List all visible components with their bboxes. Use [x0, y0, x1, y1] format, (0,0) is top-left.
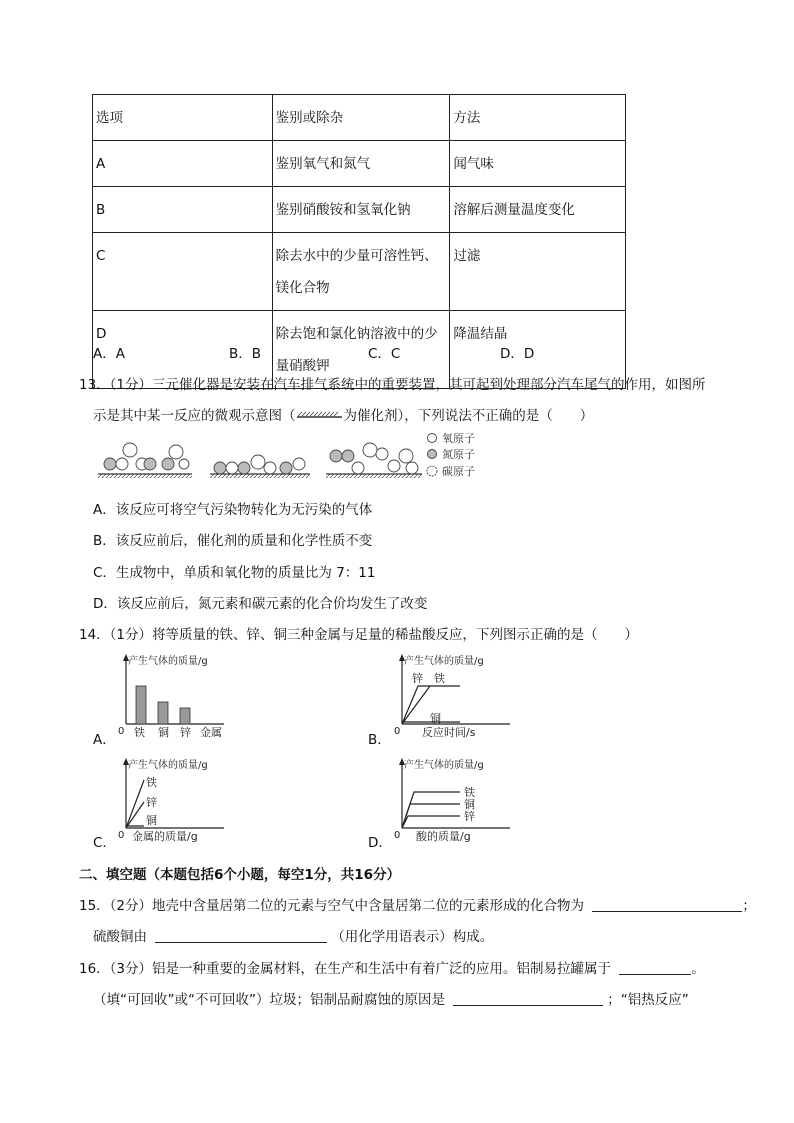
q12-choice-c: C．C [368, 346, 401, 362]
q16-text: 16．（3分）铝是一种重要的金属材料，在生产和生活中有着广泛的应用。铝制易拉罐属于 [79, 961, 612, 977]
graph-c [114, 756, 244, 846]
table-cell: 降温结晶 [450, 311, 626, 389]
graph-a [114, 652, 244, 742]
q13-option-d: D．该反应前后，氮元素和碳元素的化合价均发生了改变 [93, 596, 428, 612]
line-label: 锌 [464, 810, 475, 823]
q16-text: ；“铝热反应” [607, 992, 689, 1008]
answer-blank[interactable] [155, 928, 327, 943]
bar [136, 686, 146, 724]
q13-option-b: B．该反应前后，催化剂的质量和化学性质不变 [93, 533, 373, 549]
line-label: 铁 [434, 672, 445, 685]
table-cell: D [93, 311, 273, 389]
oxygen-atom-icon [116, 458, 128, 470]
bar [158, 702, 168, 724]
cell-line: 除去饱和氯化钠溶液中的少 [275, 326, 438, 342]
oxygen-atom-icon [388, 460, 400, 472]
catalyst-surface-3 [326, 474, 422, 478]
nitrogen-atom-icon [238, 462, 250, 474]
legend-carbon-icon [427, 466, 437, 476]
iron-line [402, 792, 460, 828]
q13-stem-part: 为催化剂），下列说法不正确的是（ ） [343, 408, 594, 424]
q12-choice-a: A．A [93, 346, 125, 362]
table-cell: A [93, 141, 273, 187]
q12-choice-b: B．B [229, 346, 262, 362]
section-title: 二、填空题（本题包括6个小题，每空1分，共16分） [79, 867, 401, 883]
q14-letter-d: D． [368, 835, 392, 851]
reaction-diagram [96, 428, 496, 480]
answer-blank[interactable] [592, 897, 742, 912]
oxygen-atom-icon [352, 462, 364, 474]
cell-line: 量硝酸钾 [275, 358, 330, 374]
oxygen-atom-icon [406, 462, 418, 474]
bar-label: 铁 [134, 726, 145, 739]
bar-group [136, 686, 190, 724]
q15-text: 硫酸铜由 [93, 929, 147, 945]
q16-text: 。 [691, 961, 705, 977]
q16-line1 [79, 957, 705, 977]
zinc-line [126, 802, 144, 828]
iron-line [126, 780, 144, 828]
legend-carbon-label: 碳原子 [442, 465, 475, 478]
graph-ylabel: 产生气体的质量/g [404, 760, 484, 771]
catalyst-surface-2 [210, 474, 310, 478]
bar [180, 708, 190, 724]
oxygen-atom-icon [264, 462, 276, 474]
nitrogen-atom-icon [144, 458, 156, 470]
line-label: 锌 [412, 672, 423, 685]
q15-line1 [79, 894, 756, 914]
graph-origin: 0 [118, 830, 125, 841]
oxygen-atom-icon [226, 462, 238, 474]
graph-ylabel: 产生气体的质量/g [404, 656, 484, 667]
q16-text: （填“可回收”或“不可回收”）垃圾；铝制品耐腐蚀的原因是 [93, 992, 445, 1008]
carbon-atom-icon [169, 445, 183, 459]
graph-origin: 0 [394, 830, 401, 841]
graph-xlabel: 酸的质量/g [416, 830, 471, 843]
line-label: 铜 [146, 814, 157, 827]
carbon-atom-icon [363, 443, 377, 457]
graph-b [390, 652, 530, 742]
bar-label: 锌 [180, 726, 191, 739]
q15-text: ； [742, 898, 756, 914]
legend-oxygen-label: 氧原子 [442, 432, 475, 445]
q13-stem-line2 [93, 404, 593, 424]
nitrogen-atom-icon [342, 450, 354, 462]
catalyst-surface-1 [98, 474, 192, 478]
q15-text: （用化学用语表示）构成。 [331, 929, 494, 945]
table-cell: 过滤 [450, 233, 626, 311]
answer-blank[interactable] [619, 960, 691, 975]
carbon-atom-icon [123, 443, 137, 457]
q14-stem: 14．（1分）将等质量的铁、锌、铜三种金属与足量的稀盐酸反应，下列图示正确的是（ ） [79, 627, 639, 643]
line-label: 锌 [146, 796, 157, 809]
q13-option-a: A．该反应可将空气污染物转化为无污染的气体 [93, 502, 373, 518]
cell-line: 除去水中的少量可溶性钙、 [275, 248, 438, 264]
legend-nitrogen-label: 氮原子 [442, 448, 475, 461]
carbon-atom-icon [251, 455, 265, 469]
graph-ylabel: 产生气体的质量/g [128, 656, 208, 667]
q15-text: 15．（2分）地壳中含量居第二位的元素与空气中含量居第二位的元素形成的化合物为 [79, 898, 585, 914]
table-cell: 鉴别氧气和氮气 [272, 141, 450, 187]
graph-xlabel: 反应时间/s [422, 726, 476, 739]
q13-stem-part: 示是其中某一反应的微观示意图（ [93, 408, 296, 424]
nitrogen-atom-icon [280, 462, 292, 474]
q15-line2 [93, 925, 493, 945]
graph-xlabel: 金属 [200, 726, 222, 739]
nitrogen-atom-icon [162, 458, 174, 470]
table-cell: C [93, 233, 273, 311]
line-label: 铁 [464, 786, 475, 799]
legend-oxygen-icon [428, 434, 437, 443]
table-cell: 溶解后测量温度变化 [450, 187, 626, 233]
table-header-task: 鉴别或除杂 [272, 95, 450, 141]
table-header-option: 选项 [93, 95, 273, 141]
oxygen-atom-icon [179, 459, 189, 469]
zinc-line [402, 816, 460, 828]
oxygen-atom-icon [376, 448, 388, 460]
table-cell [272, 233, 450, 311]
nitrogen-atom-icon [330, 450, 342, 462]
answer-blank[interactable] [453, 991, 603, 1006]
q12-choice-d: D．D [500, 346, 535, 362]
carbon-atom-icon [399, 449, 413, 463]
q13-option-c: C．生成物中，单质和氧化物的质量比为 7：11 [93, 565, 376, 581]
catalyst-symbol-icon [296, 410, 344, 420]
graph-d [390, 756, 530, 846]
q14-letter-a: A． [93, 732, 116, 748]
line-label: 铜 [430, 712, 441, 725]
graph-origin: 0 [394, 726, 401, 737]
cell-line: 镁化合物 [275, 280, 330, 296]
q13-stem-line1: 13．（1分）三元催化器是安装在汽车排气系统中的重要装置，其可起到处理部分汽车尾气的作用，如图所 [79, 377, 706, 393]
table-cell: 鉴别硝酸铵和氢氧化钠 [272, 187, 450, 233]
table-cell: B [93, 187, 273, 233]
nitrogen-atom-icon [214, 462, 226, 474]
oxygen-atom-icon [293, 458, 305, 470]
q14-letter-c: C． [93, 835, 116, 851]
nitrogen-atom-icon [104, 458, 116, 470]
graph-ylabel: 产生气体的质量/g [128, 760, 208, 771]
graph-origin: 0 [118, 726, 125, 737]
table-cell: 闻气味 [450, 141, 626, 187]
q14-letter-b: B． [368, 732, 391, 748]
legend-nitrogen-icon [428, 450, 437, 459]
q12-table [92, 94, 626, 389]
line-label: 铁 [146, 776, 157, 789]
q16-line2 [93, 988, 689, 1008]
table-header-method: 方法 [450, 95, 626, 141]
bar-label: 铜 [158, 726, 169, 739]
line-label: 铜 [464, 798, 475, 811]
graph-xlabel: 金属的质量/g [132, 830, 198, 843]
